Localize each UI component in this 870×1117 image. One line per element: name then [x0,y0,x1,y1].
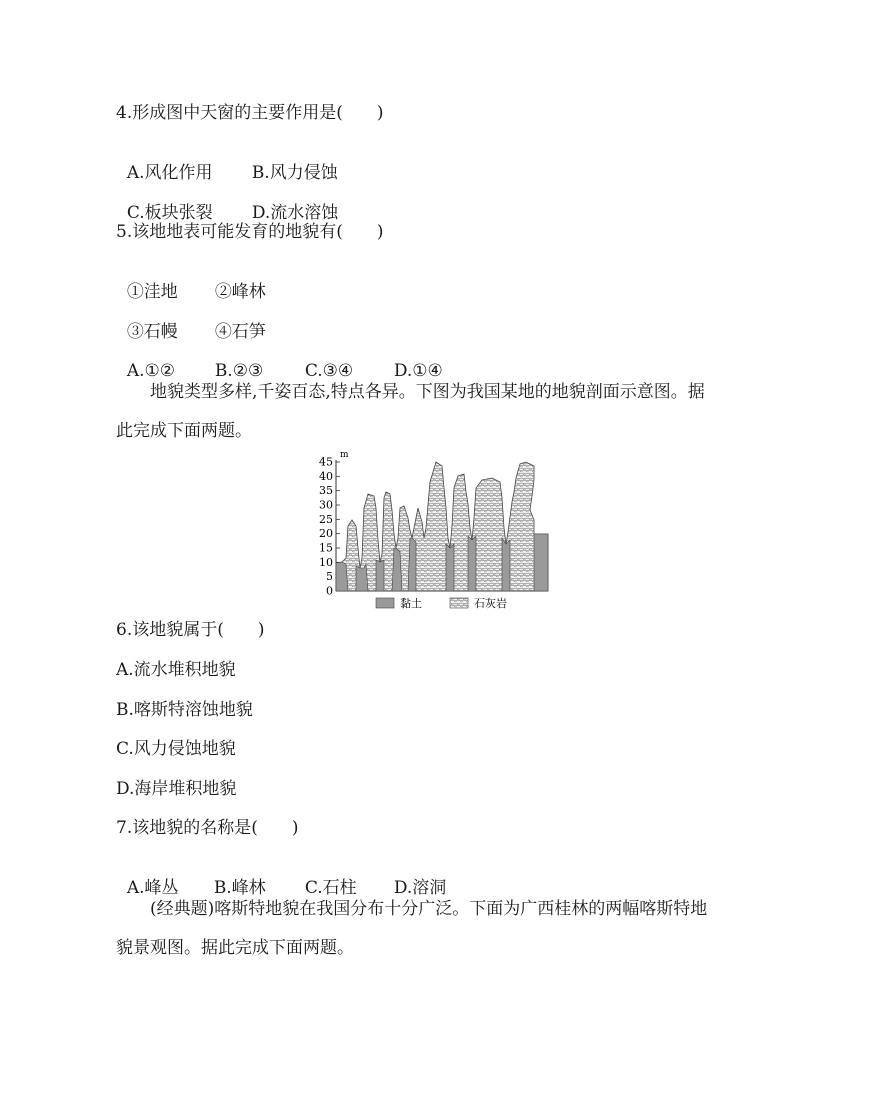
y-tick-label: 35 [319,484,333,498]
landform-profile-chart [312,448,552,616]
clay-deposit-2 [356,564,368,591]
passage-2-line-2: 貌景观图。据此完成下面两题。 [116,938,354,958]
y-tick-label: 5 [326,570,333,584]
option-4d: D.流水溶蚀 [251,203,339,223]
passage-1-line-1: 地貌类型多样,千姿百态,特点各异。下图为我国某地的地貌剖面示意图。据 [116,382,705,402]
passage-1-line-2: 此完成下面两题。 [116,421,252,441]
limestone-profile [336,462,548,591]
option-5d: D.①④ [393,361,443,381]
clay-deposit-7 [468,536,476,591]
option-7d: D.溶洞 [393,878,447,898]
passage-2-line-1: (经典题)喀斯特地貌在我国分布十分广泛。下面为广西桂林的两幅喀斯特地 [116,899,708,919]
option-6b: B.喀斯特溶蚀地貌 [116,700,253,720]
clay-deposit-3 [376,560,384,591]
legend-clay-swatch [376,598,394,608]
y-axis-unit-label: m [340,450,349,460]
legend-limestone-label: 石灰岩 [474,597,507,610]
y-tick-label: 10 [319,555,333,569]
option-5a: A.①② [126,361,175,381]
option-5c: C.③④ [304,361,354,381]
y-tick-label: 30 [319,498,333,512]
y-tick-label: 45 [319,455,333,469]
question-6-stem: 6.该地貌属于( ) [116,620,265,640]
question-4-stem: 4.形成图中天窗的主要作用是( ) [116,103,384,123]
clay-deposit-9 [534,534,548,591]
option-4b: B.风力侵蚀 [251,163,338,183]
y-tick-label: 0 [326,584,333,598]
question-4-options-row-1 [116,143,338,183]
legend-limestone-swatch [450,598,468,608]
option-4c: C.板块张裂 [126,203,213,223]
item-5-3: ③石幔 [126,322,178,342]
item-5-4: ④石笋 [214,322,266,342]
legend-clay-label: 黏土 [400,597,422,610]
clay-deposit-8 [502,538,510,591]
question-4-options-row-2 [116,183,338,223]
question-7-options [116,858,446,898]
option-7c: C.石柱 [304,878,357,898]
clay-deposit-1 [336,562,348,591]
option-7b: B.峰林 [213,878,266,898]
clay-deposit-6 [446,544,454,591]
question-5-options [116,341,443,381]
option-6a: A.流水堆积地貌 [116,660,236,680]
landform-profile-svg [312,448,552,616]
question-5-items-row-2 [116,302,266,342]
option-5b: B.②③ [214,361,264,381]
item-5-2: ②峰林 [214,282,266,302]
y-tick-label: 40 [319,469,333,483]
option-6c: C.风力侵蚀地貌 [116,739,236,759]
item-5-1: ①洼地 [126,282,178,302]
question-5-items-row-1 [116,262,266,302]
option-6d: D.海岸堆积地貌 [116,779,237,799]
y-tick-label: 15 [319,541,333,555]
option-7a: A.峰丛 [126,878,179,898]
y-tick-label: 25 [319,512,333,526]
question-7-stem: 7.该地貌的名称是( ) [116,818,299,838]
y-tick-label: 20 [319,527,333,541]
option-4a: A.风化作用 [126,163,213,183]
question-5-stem: 5.该地地表可能发育的地貌有( ) [116,222,384,242]
